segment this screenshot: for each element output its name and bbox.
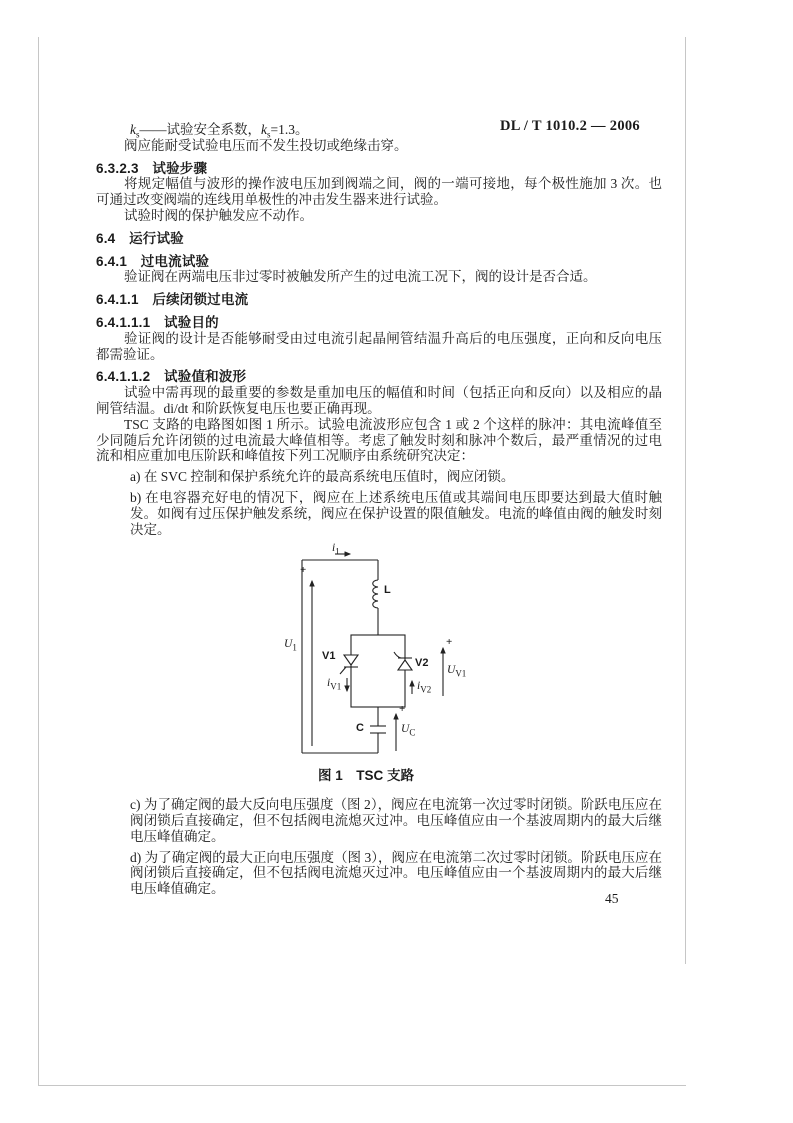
label-inductor-L: L bbox=[384, 584, 391, 597]
figure-tsc-branch bbox=[96, 541, 662, 765]
symbol-k: k bbox=[130, 122, 136, 137]
circuit-svg bbox=[280, 541, 480, 765]
label-u1 bbox=[284, 637, 297, 653]
heading-6-4-1: 6.4.1 过电流试验 bbox=[96, 253, 210, 269]
thyristor-v2-gate bbox=[394, 652, 401, 658]
label-v2: V2 bbox=[415, 657, 429, 670]
heading-6-4-1-1-2: 6.4.1.1.2 试验值和波形 bbox=[96, 369, 247, 385]
paragraph-overcurrent-purpose: 验证阀在两端电压非过零时被触发所产生的过电流工况下，阀的设计是否合适。 bbox=[124, 269, 597, 285]
safety-factor-definition bbox=[96, 122, 662, 138]
heading-6-4-1-1: 6.4.1.1 后续闭锁过电流 bbox=[96, 292, 249, 308]
heading-6-4: 6.4 运行试验 bbox=[96, 230, 184, 246]
inductor-coil bbox=[373, 580, 378, 608]
thyristor-v1-gate bbox=[340, 667, 346, 674]
document-number-header: DL / T 1010.2 — 2006 bbox=[499, 118, 640, 134]
heading-6-4-1-1-1: 6.4.1.1.1 试验目的 bbox=[96, 314, 219, 330]
page-border-left bbox=[38, 37, 39, 1085]
symbol-k-sub: s bbox=[136, 129, 140, 140]
label-uv1 bbox=[447, 663, 466, 679]
symbol-k2-sub: s bbox=[267, 129, 271, 140]
definition-text: ——试验安全系数， bbox=[139, 122, 262, 137]
label-iv1-base: i bbox=[327, 677, 331, 690]
label-i1-sub: 1 bbox=[335, 546, 340, 557]
polarity-plus-uc: + bbox=[399, 703, 406, 716]
label-u1-base: U bbox=[284, 638, 293, 651]
label-v1: V1 bbox=[322, 650, 336, 663]
page-border-bottom bbox=[38, 1085, 686, 1086]
paragraph-test-objective: 验证阀的设计是否能够耐受由过电流引起晶闸管结温升高后的电压强度，正向和反向电压都需验证。 bbox=[96, 330, 662, 362]
label-i1-base: i bbox=[332, 542, 336, 555]
label-iv2-sub: V2 bbox=[420, 684, 432, 695]
label-iv2-base: i bbox=[417, 680, 421, 693]
list-item-c: c) 为了确定阀的最大反向电压强度（图 2），阀应在电流第一次过零时闭锁。阶跃电压应在阀闭锁后直接确定，但不包括阀电流熄灭过冲。电压峰值应由一个基波周期内的最大后继电压峰值确定。 bbox=[130, 797, 662, 844]
label-u1-sub: 1 bbox=[292, 642, 297, 653]
valve-box bbox=[351, 635, 405, 707]
paragraph-test-values: 试验中需再现的最重要的参数是重加电压的幅值和时间（包括正向和反向）以及相应的晶闸管结温。di/dt 和阶跃恢复电压也要正确再现。 bbox=[96, 385, 662, 416]
list-item-a: a) 在 SVC 控制和保护系统允许的最高系统电压值时，阀应闭锁。 bbox=[130, 469, 515, 485]
label-uv1-base: U bbox=[447, 664, 456, 677]
paragraph-withstand: 阀应能耐受试验电压而不发生投切或绝缘击穿。 bbox=[124, 137, 408, 153]
thyristor-v1 bbox=[344, 655, 358, 665]
tsc-circuit-diagram bbox=[280, 541, 480, 765]
polarity-plus-uv1: + bbox=[446, 636, 453, 649]
label-iv2 bbox=[417, 679, 431, 695]
label-i1 bbox=[332, 541, 340, 557]
page-border-right bbox=[685, 37, 686, 964]
thyristor-v2 bbox=[398, 660, 412, 670]
page-body bbox=[96, 118, 662, 897]
label-uc-base: U bbox=[401, 723, 410, 736]
paragraph-protection-no-action: 试验时阀的保护触发应不动作。 bbox=[124, 207, 313, 223]
figure-caption: 图 1 TSC 支路 bbox=[317, 768, 414, 784]
label-uv1-sub: V1 bbox=[455, 668, 467, 679]
label-iv1-sub: V1 bbox=[330, 681, 342, 692]
definition-value: =1.3。 bbox=[270, 122, 309, 137]
label-uc-sub: C bbox=[409, 727, 416, 738]
symbol-k2: k bbox=[261, 122, 268, 137]
label-uc bbox=[401, 722, 415, 738]
label-capacitor-C: C bbox=[356, 722, 364, 735]
label-iv1 bbox=[327, 676, 341, 692]
polarity-plus-u1: + bbox=[300, 564, 307, 577]
heading-6-3-2-3: 6.3.2.3 试验步骤 bbox=[96, 160, 208, 176]
list-item-d: d) 为了确定阀的最大正向电压强度（图 3），阀应在电流第二次过零时闭锁。阶跃电压应在阀闭锁后直接确定，但不包括阀电流熄灭过冲。电压峰值应由一个基波周期内的最大后继电压峰值确定。 bbox=[130, 849, 662, 897]
list-item-b: b) 在电容器充好电的情况下，阀应在上述系统电压值或其端间电压即要达到最大值时触发。如阀有过压保护触发系统，阀应在保护设置的限值触发。电流的峰值由阀的触发时刻决定。 bbox=[130, 489, 662, 537]
page-number: 45 bbox=[605, 891, 619, 906]
paragraph-tsc-circuit: TSC 支路的电路图如图 1 所示。试验电流波形应包含 1 或 2 个这样的脉冲：其电流峰值至少同随后允许闭锁的过电流最大峰值相等。考虑了触发时刻和脉冲个数后，最严重情况的过电流和相应重加电压阶跃和峰值按下列工况顺序由系统研究决定： bbox=[96, 416, 662, 464]
paragraph-test-procedure: 将规定幅值与波形的操作波电压加到阀端之间，阀的一端可接地，每个极性施加 3 次。也可通过改变阀端的连线用单极性的冲击发生器来进行试验。 bbox=[96, 176, 662, 208]
